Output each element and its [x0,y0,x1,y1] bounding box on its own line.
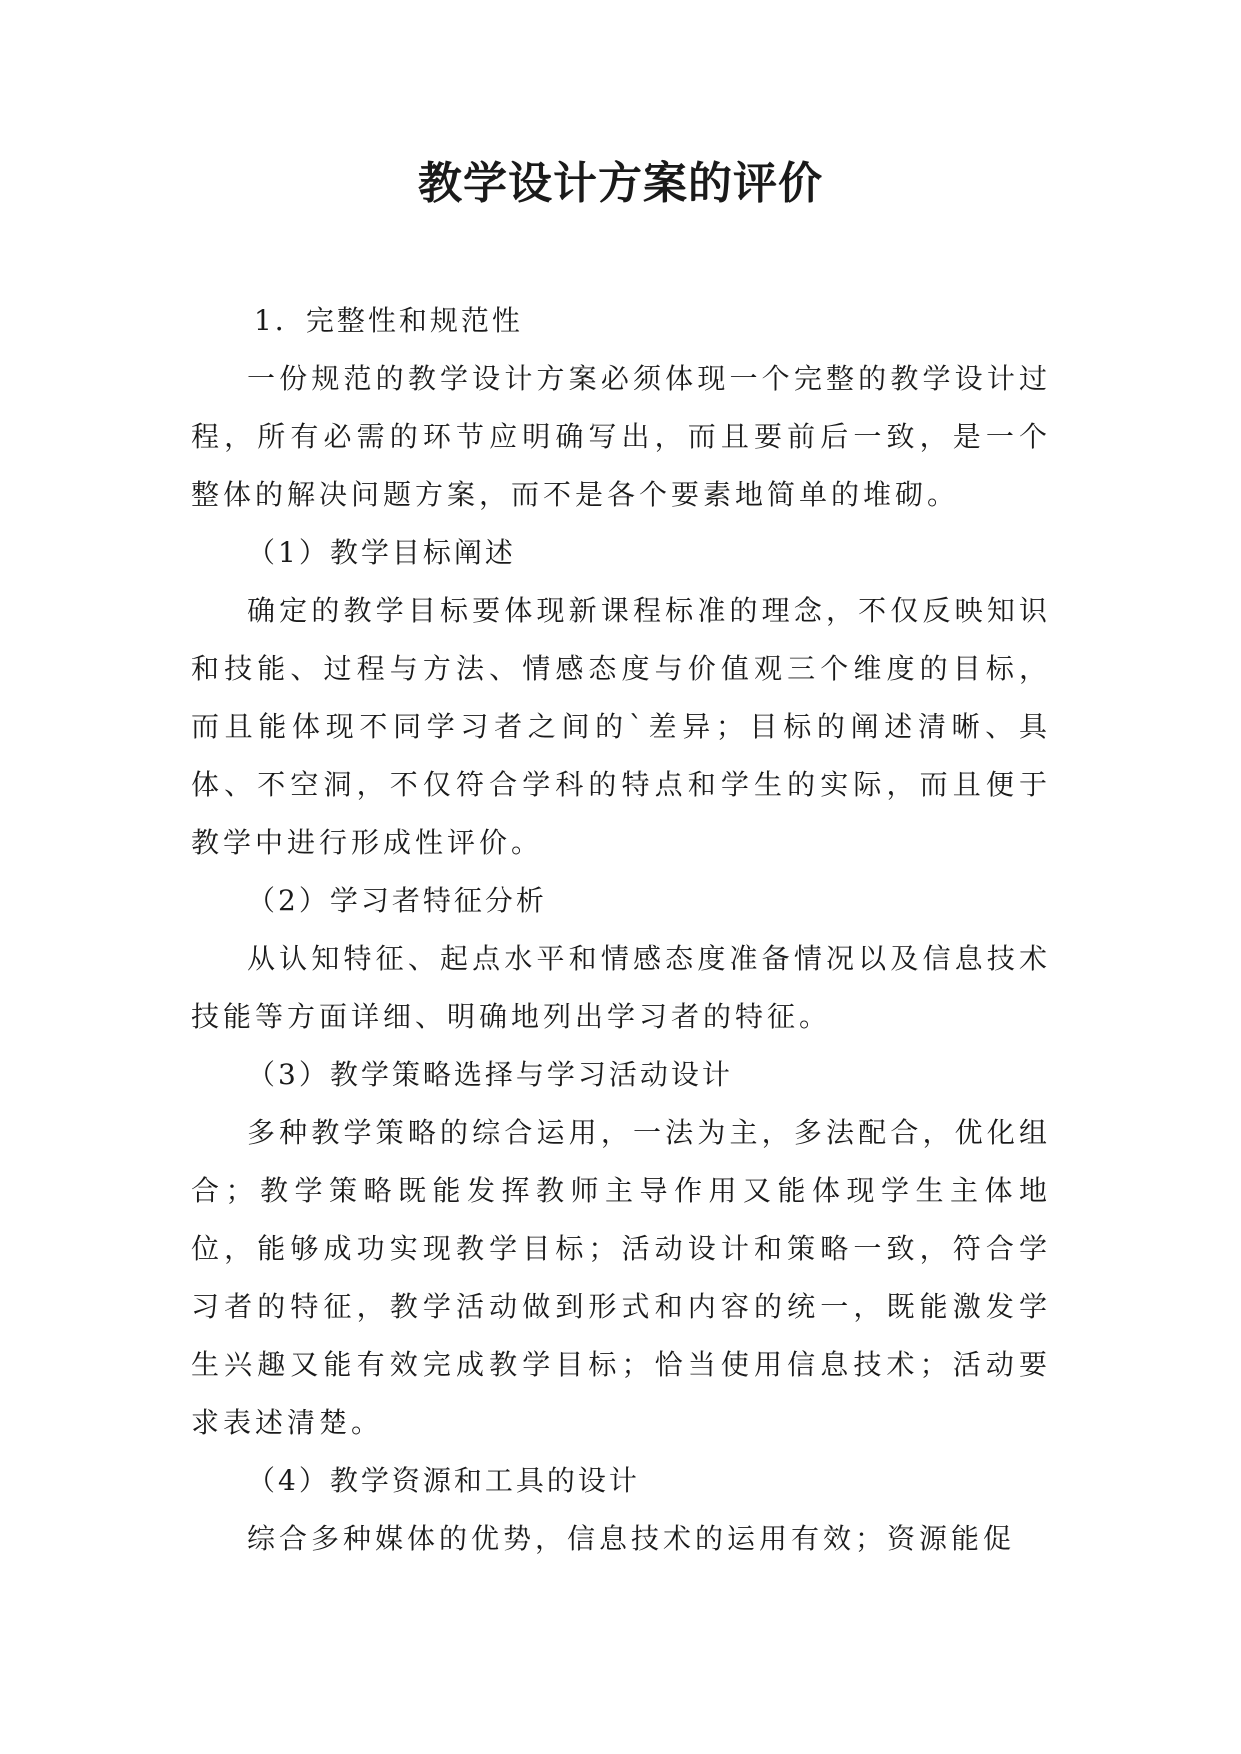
subsection-heading: （1）教学目标阐述 [247,536,516,569]
body-paragraph: 确定的教学目标要体现新课程标准的理念，不仅反映知识和技能、过程与方法、情感态度与价值观三个维度的目标，而且能体现不同学习者之间的`差异；目标的阐述清晰、具体、不空洞，不仅符合学科的特点和学生的实际，而且便于教学中进行形成性评价。 [191,594,1051,859]
body-paragraph: 从认知特征、起点水平和情感态度准备情况以及信息技术技能等方面详细、明确地列出学习者的特征。 [191,942,1051,1033]
body-paragraph: 一份规范的教学设计方案必须体现一个完整的教学设计过程，所有必需的环节应明确写出，而且要前后一致，是一个整体的解决问题方案，而不是各个要素地简单的堆砌。 [191,362,1051,511]
section-heading: 1．完整性和规范性 [254,304,523,337]
subsection-heading: （3）教学策略选择与学习活动设计 [247,1058,733,1091]
body-paragraph: 多种教学策略的综合运用，一法为主，多法配合，优化组合；教学策略既能发挥教师主导作用又能体现学生主体地位，能够成功实现教学目标；活动设计和策略一致，符合学习者的特征，教学活动做到形式和内容的统一，既能激发学生兴趣又能有效完成教学目标；恰当使用信息技术；活动要求表述清楚。 [191,1116,1051,1439]
document-title: 教学设计方案的评价 [418,158,823,209]
subsection-heading: （2）学习者特征分析 [247,884,547,917]
document-body [191,292,1051,1568]
body-paragraph: 综合多种媒体的优势，信息技术的运用有效；资源能促 [247,1522,1016,1555]
subsection-heading: （4）教学资源和工具的设计 [247,1464,640,1497]
